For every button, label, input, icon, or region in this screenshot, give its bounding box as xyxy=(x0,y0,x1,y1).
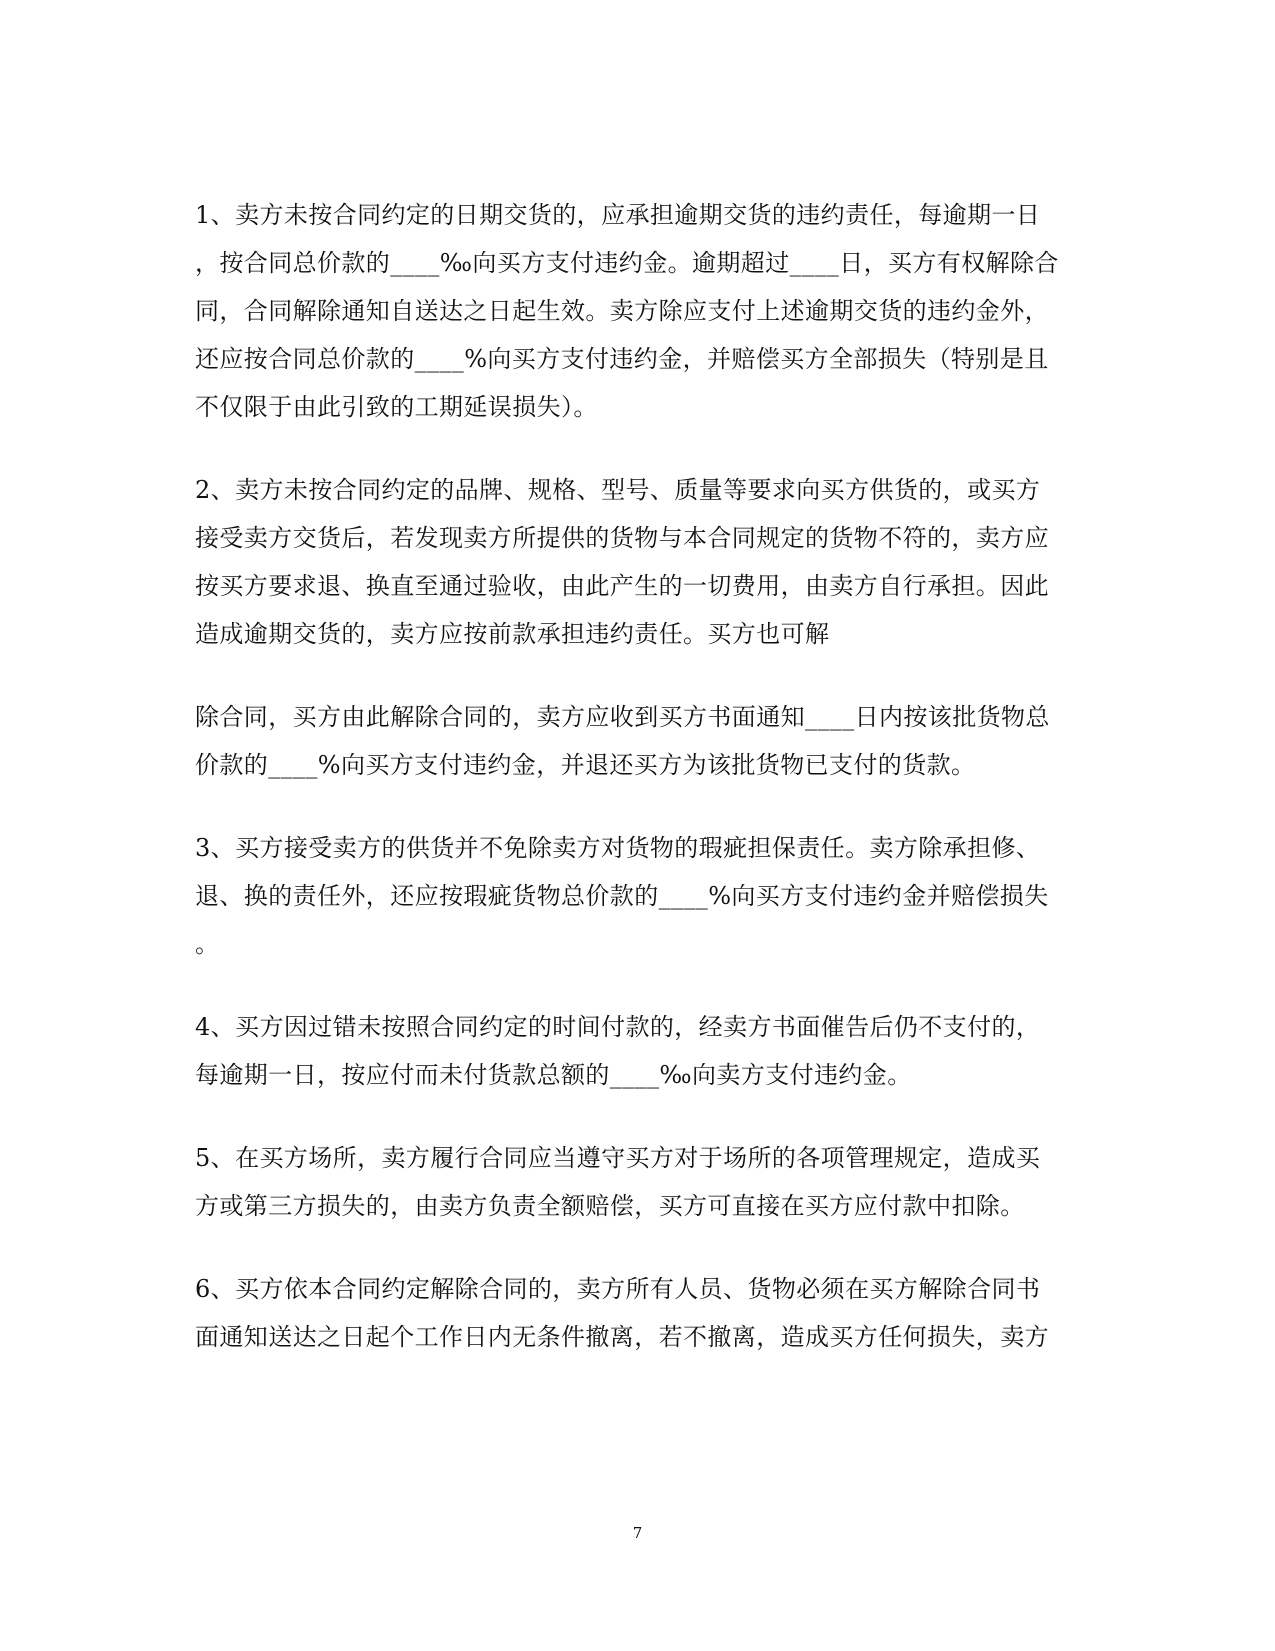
clause-5-line-2: 方或第三方损失的，由卖方负责全额赔偿，买方可直接在买方应付款中扣除。 xyxy=(195,1192,1025,1220)
clause-3-line-2: 退、换的责任外，还应按瑕疵货物总价款的____%向买方支付违约金并赔偿损失 xyxy=(195,882,1049,910)
clause-2-line-3: 按买方要求退、换直至通过验收，由此产生的一切费用，由卖方自行承担。因此 xyxy=(195,572,1049,600)
clause-4-line-2: 每逾期一日，按应付而未付货款总额的____‰向卖方支付违约金。 xyxy=(195,1061,912,1089)
clause-2-line-6: 价款的____%向买方支付违约金，并退还买方为该批货物已支付的货款。 xyxy=(195,751,976,779)
clause-4-line-1: 4、买方因过错未按照合同约定的时间付款的，经卖方书面催告后仍不支付的， xyxy=(195,1013,1041,1041)
clause-3-line-1: 3、买方接受卖方的供货并不免除卖方对货物的瑕疵担保责任。卖方除承担修、 xyxy=(195,834,1041,862)
clause-1-line-3: 同，合同解除通知自送达之日起生效。卖方除应支付上述逾期交货的违约金外， xyxy=(195,297,1049,325)
clause-6-line-1: 6、买方依本合同约定解除合同的，卖方所有人员、货物必须在买方解除合同书 xyxy=(195,1275,1041,1303)
clause-3-line-3: 。 xyxy=(195,930,220,958)
clause-2-line-5: 除合同，买方由此解除合同的，卖方应收到买方书面通知____日内按该批货物总 xyxy=(195,703,1050,731)
clause-1-line-5: 不仅限于由此引致的工期延误损失）。 xyxy=(195,393,598,421)
clause-2-line-1: 2、卖方未按合同约定的品牌、规格、型号、质量等要求向买方供货的，或买方 xyxy=(195,476,1041,504)
clause-1-line-4: 还应按合同总价款的____%向买方支付违约金，并赔偿买方全部损失（特别是且 xyxy=(195,345,1049,373)
clause-2-line-4: 造成逾期交货的，卖方应按前款承担违约责任。买方也可解 xyxy=(195,620,830,648)
clause-6-line-2: 面通知送达之日起个工作日内无条件撤离，若不撤离，造成买方任何损失，卖方 xyxy=(195,1323,1049,1351)
clause-2-line-2: 接受卖方交货后，若发现卖方所提供的货物与本合同规定的货物不符的，卖方应 xyxy=(195,524,1049,552)
page-number: 7 xyxy=(632,1524,643,1542)
clause-1-line-1: 1、卖方未按合同约定的日期交货的，应承担逾期交货的违约责任，每逾期一日 xyxy=(195,201,1041,229)
clause-5-line-1: 5、在买方场所，卖方履行合同应当遵守买方对于场所的各项管理规定，造成买 xyxy=(195,1144,1041,1172)
clause-1-line-2: ，按合同总价款的____‰向买方支付违约金。逾期超过____日，买方有权解除合 xyxy=(195,249,1059,277)
